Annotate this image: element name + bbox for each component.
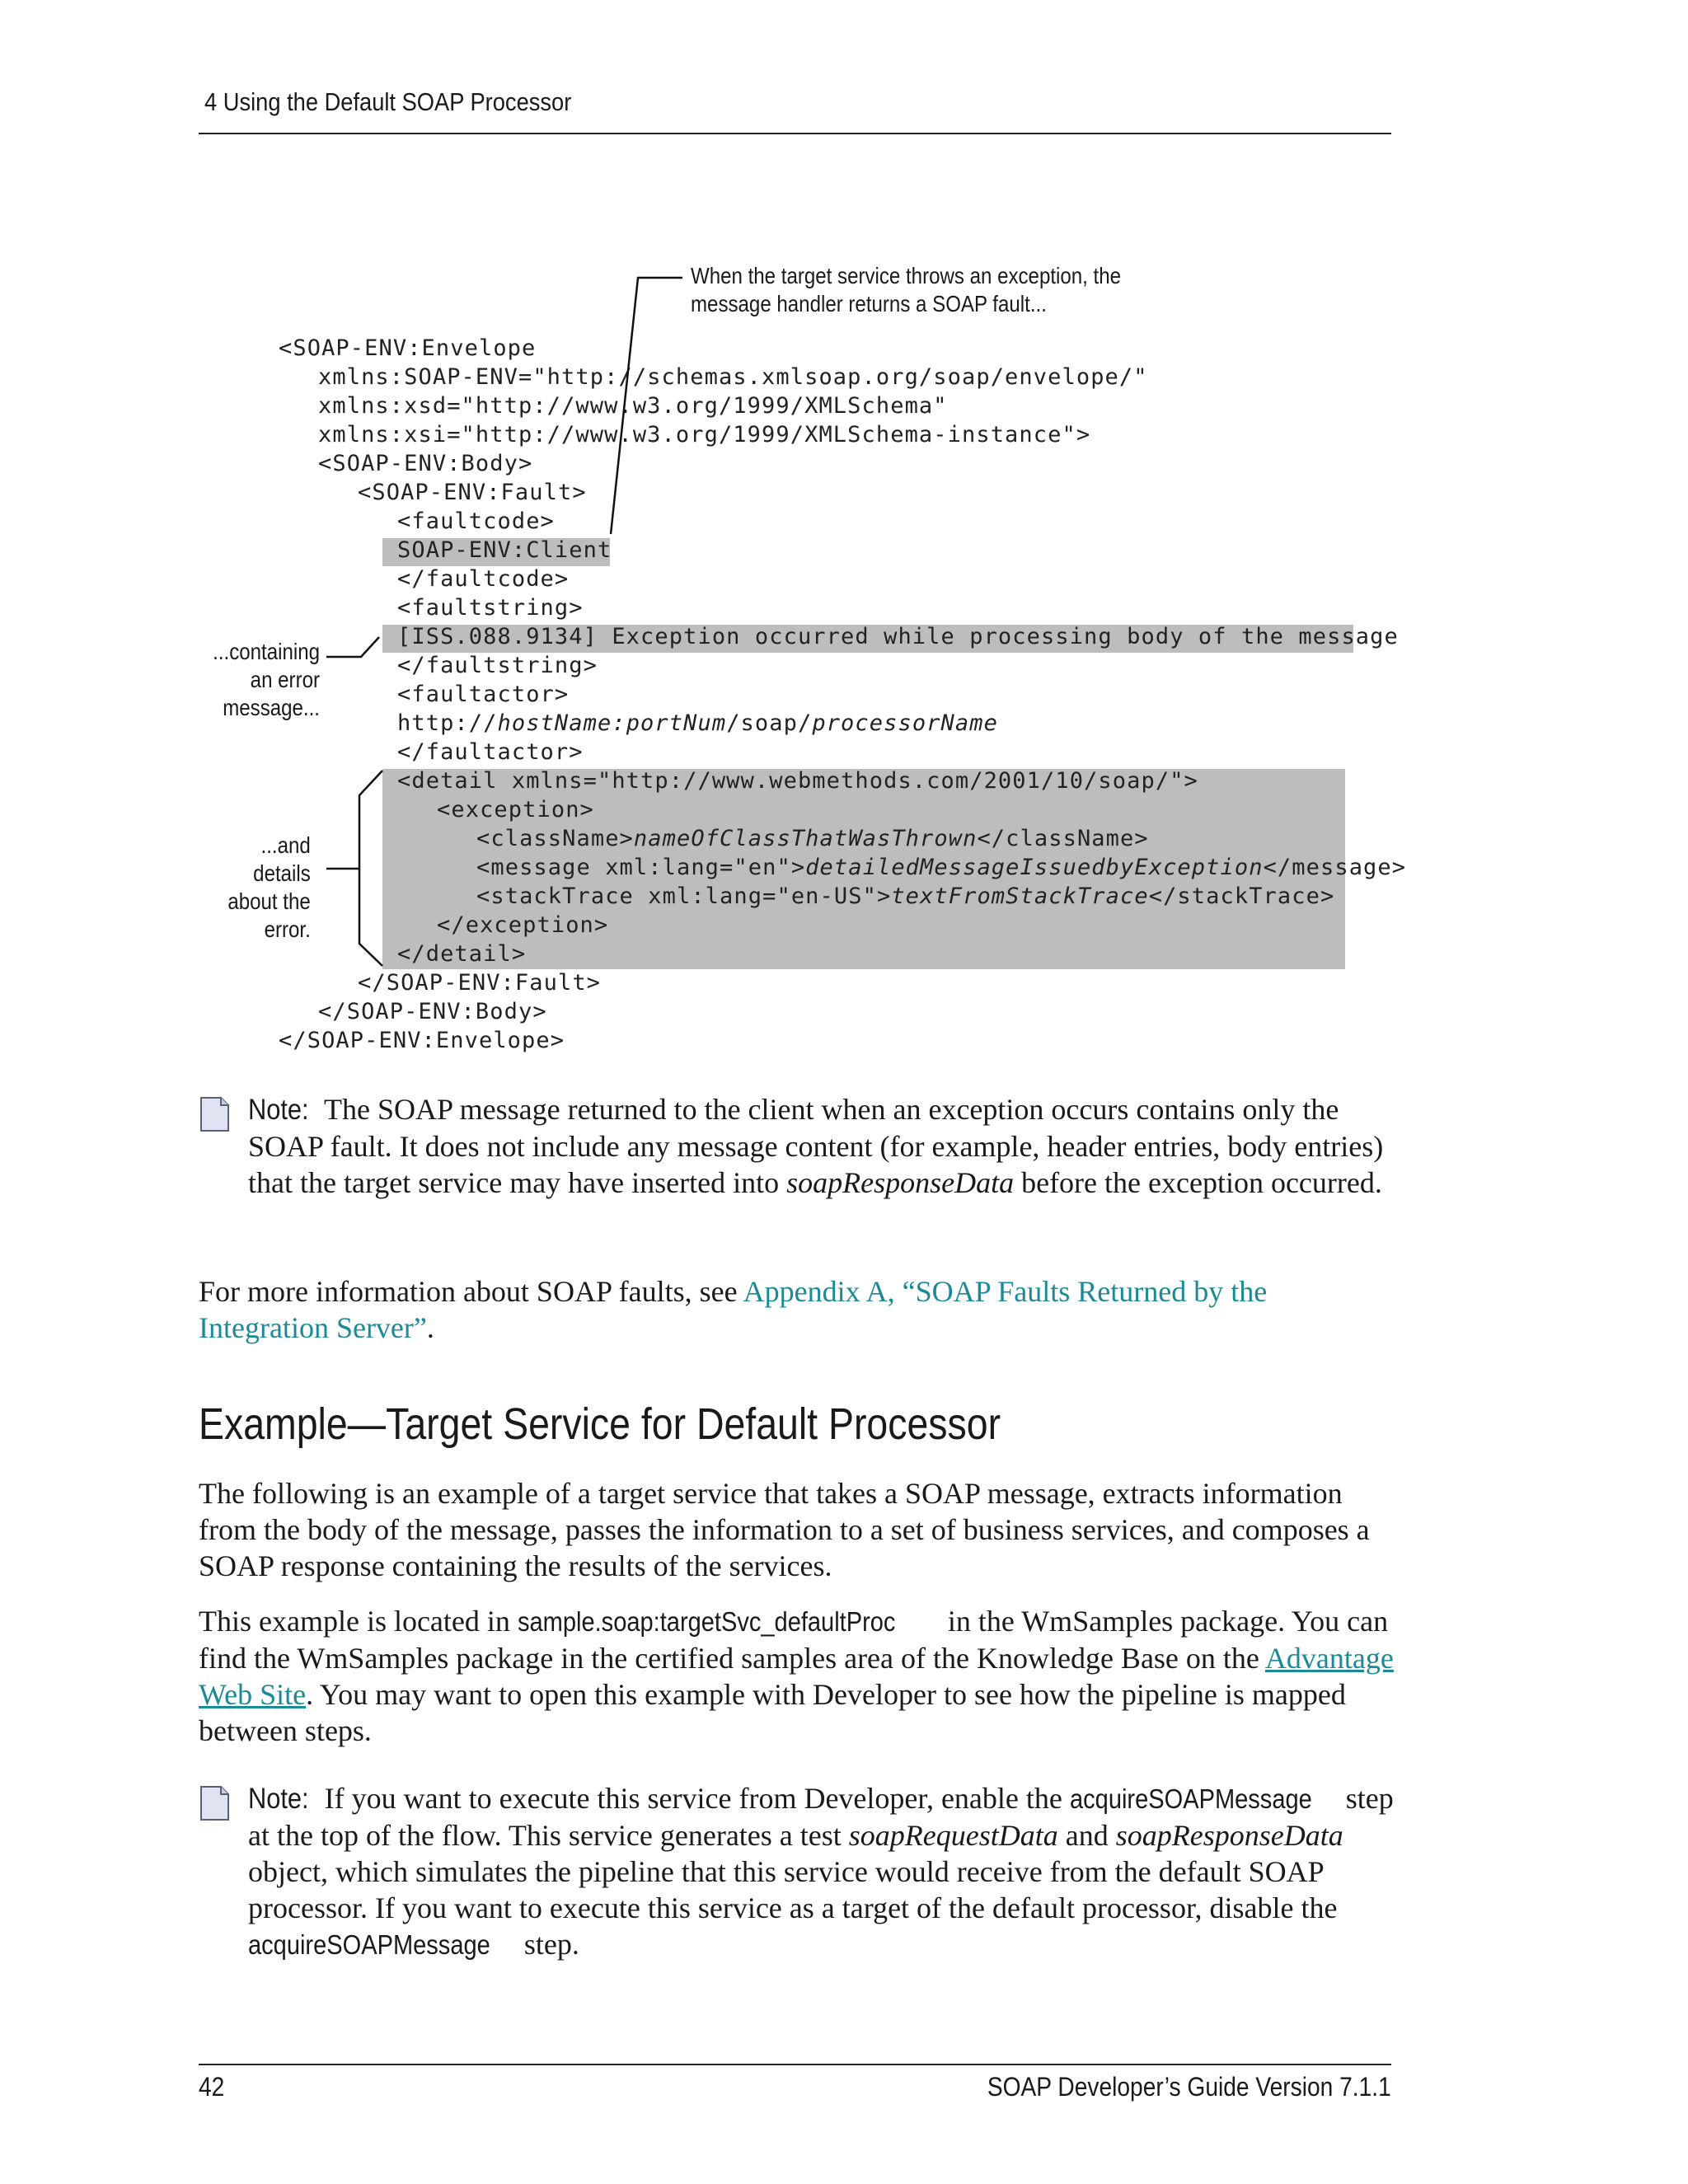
- callout-line: details: [253, 860, 311, 886]
- note-label: Note:: [248, 1094, 309, 1126]
- code-line: xmlns:xsi="http://www.w3.org/1999/XMLSchema-instance">: [318, 422, 1091, 448]
- page-number: 42: [199, 2072, 225, 2102]
- callout-line: When the target service throws an exception, the: [691, 263, 1122, 288]
- note-icon: [199, 1785, 230, 1821]
- callout-line: message handler returns a SOAP fault...: [691, 291, 1047, 316]
- code-line: </detail>: [397, 941, 527, 967]
- code-line: <detail xmlns="http://www.webmethods.com/2001/10/soap/">: [397, 768, 1198, 794]
- callout-line: an error: [250, 667, 320, 692]
- service-name: sample.soap:targetSvc_defaultProc: [517, 1606, 896, 1637]
- code-line: <SOAP-ENV:Fault>: [358, 480, 587, 505]
- code-line: <stackTrace xml:lang="en-US">textFromStackTrace</stackTrace>: [476, 883, 1335, 909]
- note-label: Note:: [248, 1783, 309, 1815]
- callout-line: ...containing: [213, 639, 320, 664]
- leader-line-details-bracket: [359, 771, 382, 966]
- code-line: <faultcode>: [397, 509, 555, 534]
- code-line: http://hostName:portNum/soap/processorName: [397, 710, 998, 736]
- callout-line: ...and: [260, 832, 311, 858]
- code-line: </faultstring>: [397, 653, 598, 678]
- section-heading: Example—Target Service for Default Processor: [199, 1399, 1001, 1449]
- soap-faults-reference: For more information about SOAP faults, see Appendix A, “SOAP Faults Returned by the Integration Server”.: [199, 1275, 1268, 1344]
- note-icon: [199, 1096, 230, 1132]
- code-line: <message xml:lang="en">detailedMessageIssuedbyException</message>: [476, 855, 1407, 880]
- callout-error-details: [228, 832, 311, 944]
- intro-paragraph: The following is an example of a target service that takes a SOAP message, extracts information from the body of the message, passes the information to a set of business services, and composes a SOAP response containing the results of the services.: [199, 1477, 1370, 1582]
- code-line: <exception>: [437, 797, 594, 823]
- code-line: </faultcode>: [397, 566, 570, 592]
- code-line: </SOAP-ENV:Body>: [318, 999, 547, 1024]
- footer-title: SOAP Developer’s Guide Version 7.1.1: [987, 2072, 1391, 2102]
- note-exception-soap-fault: Note: The SOAP message returned to the client when an exception occurs contains only the SOAP fault. It does not include any message content (for example, header entries, body entries) that the target service may have inserted into soapResponseData before the exception occurred.: [248, 1093, 1384, 1199]
- running-header: 4 Using the Default SOAP Processor: [204, 87, 572, 116]
- code-line: <SOAP-ENV:Envelope: [279, 335, 537, 361]
- appendix-a-link[interactable]: Appendix A, “SOAP Faults Returned by the Integration Server”: [199, 1275, 1268, 1344]
- code-line: </faultactor>: [397, 739, 584, 765]
- step-name: acquireSOAPMessage: [1069, 1783, 1312, 1814]
- callout-line: about the: [227, 888, 311, 914]
- note-execute-service: Note: If you want to execute this service from Developer, enable the acquireSOAPMessage step at the top of the flow. This service generates a test soapRequestData and soapResponseData object, which simulates the pipeline that this service would receive from the default SOAP processor. If you want to execute this service as a target of the default processor, disable the acquireSOAPMessage step.: [248, 1780, 1394, 1963]
- code-line: xmlns:SOAP-ENV="http://schemas.xmlsoap.org/soap/envelope/": [318, 364, 1148, 390]
- leader-line-error-message: [326, 637, 379, 657]
- step-name: acquireSOAPMessage: [248, 1929, 490, 1960]
- location-paragraph: This example is located in sample.soap:targetSvc_defaultProc in the WmSamples package. You can find the WmSamples package in the certified samples area of the Knowledge Base on the Advantage Web Site. You may want to open this example with Developer to see how the pipeline is mapped between steps.: [199, 1605, 1394, 1747]
- callout-soap-fault: [691, 262, 1121, 318]
- code-line: <faultstring>: [397, 595, 584, 621]
- callout-error-message: [213, 638, 320, 722]
- code-line: </SOAP-ENV:Envelope>: [279, 1028, 565, 1053]
- code-line: [ISS.088.9134] Exception occurred while processing body of the message: [397, 624, 1399, 649]
- callout-line: message...: [223, 695, 320, 720]
- code-line: SOAP-ENV:Client: [397, 537, 612, 563]
- code-line: <faultactor>: [397, 682, 570, 707]
- code-line: xmlns:xsd="http://www.w3.org/1999/XMLSchema": [318, 393, 948, 419]
- code-line: <className>nameOfClassThatWasThrown</className>: [476, 826, 1149, 851]
- code-line: </SOAP-ENV:Fault>: [358, 970, 602, 996]
- footer-rule: [199, 2064, 1391, 2065]
- callout-line: error.: [264, 916, 311, 942]
- code-line: </exception>: [437, 912, 609, 938]
- advantage-web-site-link[interactable]: Advantage Web Site: [199, 1642, 1394, 1711]
- header-rule: [199, 133, 1391, 134]
- code-line: <SOAP-ENV:Body>: [318, 451, 533, 476]
